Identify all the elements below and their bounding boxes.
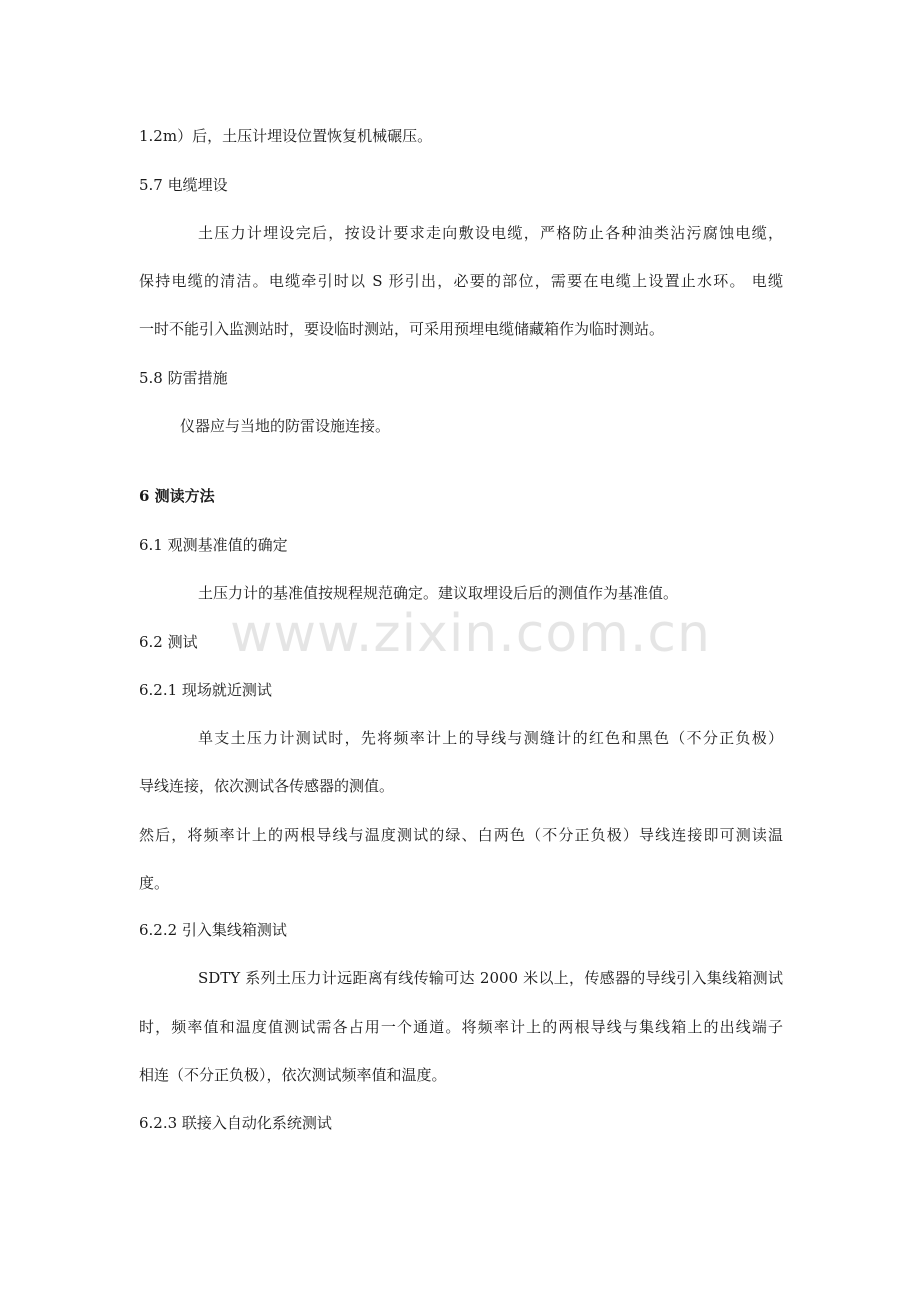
paragraph-line: 度。 [139, 874, 170, 892]
paragraph-line: SDTY 系列土压力计远距离有线传输可达 2000 米以上，传感器的导线引入集线箱测试 [198, 969, 783, 987]
watermark-text: www.zixin.com.cn [230, 604, 711, 664]
paragraph-line: 仪器应与当地的防雷设施连接。 [180, 417, 391, 435]
paragraph-line: 然后，将频率计上的两根导线与温度测试的绿、白两色（不分正负极）导线连接即可测读温 [139, 826, 783, 844]
paragraph-line: 土压力计的基准值按规程规范确定。建议取埋设后后的测值作为基准值。 [198, 584, 679, 602]
paragraph-line: 单支土压力计测试时，先将频率计上的导线与测缝计的红色和黑色（不分正负极） [198, 729, 783, 747]
section-heading-5-7: 5.7 电缆埋设 [139, 176, 228, 194]
paragraph-line: 1.2m）后，土压计埋设位置恢复机械碾压。 [139, 127, 433, 145]
paragraph-line: 一时不能引入监测站时，要设临时测站，可采用预埋电缆储藏箱作为临时测站。 [139, 320, 665, 338]
chapter-heading-6: 6 测读方法 [139, 487, 215, 505]
section-heading-6-2-2: 6.2.2 引入集线箱测试 [139, 921, 287, 939]
section-heading-5-8: 5.8 防雷措施 [139, 369, 228, 387]
paragraph-line: 土压力计埋设完后，按设计要求走向敷设电缆，严格防止各种油类沾污腐蚀电缆， [198, 224, 783, 242]
section-heading-6-2-3: 6.2.3 联接入自动化系统测试 [139, 1114, 332, 1132]
section-heading-6-2-1: 6.2.1 现场就近测试 [139, 681, 272, 699]
paragraph-line: 保持电缆的清洁。电缆牵引时以 S 形引出，必要的部位，需要在电缆上设置止水环。 电缆 [139, 272, 783, 290]
paragraph-line: 时，频率值和温度值测试需各占用一个通道。将频率计上的两根导线与集线箱上的出线端子 [139, 1018, 783, 1036]
section-heading-6-1: 6.1 观测基准值的确定 [139, 536, 288, 554]
section-heading-6-2: 6.2 测试 [139, 633, 198, 651]
paragraph-line: 导线连接，依次测试各传感器的测值。 [139, 777, 395, 795]
paragraph-line: 相连（不分正负极），依次测试频率值和温度。 [139, 1066, 447, 1084]
